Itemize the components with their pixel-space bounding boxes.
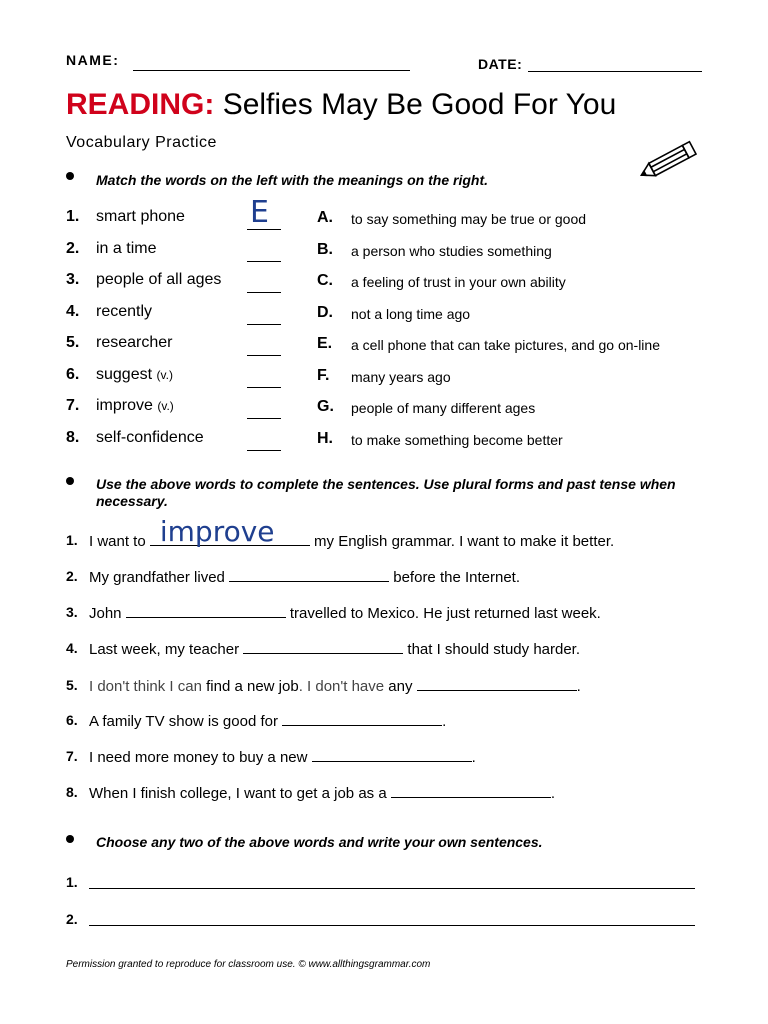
sentence-number: 5. (66, 677, 78, 693)
sentence-number: 8. (66, 784, 78, 800)
bullet (66, 477, 74, 485)
sentence-text: My grandfather lived (89, 569, 230, 586)
title-prefix: READING: (66, 88, 215, 121)
sentence (89, 747, 476, 766)
word-number: 2. (66, 240, 80, 257)
meaning-letter: H. (317, 430, 333, 447)
meaning-text: a person who studies something (351, 243, 552, 259)
sentence (89, 676, 581, 695)
fill-in-blank[interactable] (312, 747, 472, 762)
vocab-word-text: self-confidence (96, 429, 204, 446)
sentence (89, 515, 615, 550)
meaning-letter: E. (317, 335, 333, 352)
bullet (66, 835, 74, 843)
part-of-speech: (v.) (156, 368, 173, 382)
sentence-text: any (388, 678, 417, 695)
sentence-number: 1. (66, 532, 78, 548)
meaning-text: not a long time ago (351, 306, 471, 322)
sentence-text: . (550, 785, 556, 802)
meaning-letter: G. (317, 398, 334, 415)
title-main: Selfies May Be Good For You (222, 88, 617, 121)
vocab-word-text: improve (96, 397, 153, 414)
answer-blank[interactable] (247, 387, 281, 388)
handwritten-answer-1: E (250, 195, 269, 230)
sentence-number: 7. (66, 748, 78, 764)
vocab-word (96, 334, 172, 352)
name-field[interactable] (133, 70, 410, 71)
own-sentence-line[interactable] (89, 925, 695, 926)
sentence-text: before the Internet. (389, 569, 520, 586)
meaning-letter: B. (317, 241, 333, 258)
answer-blank[interactable] (247, 261, 281, 262)
sentence-text: A family TV show is good for (89, 713, 283, 730)
answer-blank[interactable] (247, 355, 281, 356)
section3-instruction: Choose any two of the above words and write your own sentences. (96, 834, 543, 850)
fill-in-blank[interactable] (150, 515, 310, 548)
bullet (66, 172, 74, 180)
vocab-word-text: in a time (96, 240, 157, 257)
section1-instruction: Match the words on the left with the meanings on the right. (96, 172, 489, 188)
sentence-number: 6. (66, 712, 78, 728)
subtitle: Vocabulary Practice (66, 134, 217, 151)
meaning-text: a cell phone that can take pictures, and go on-line (351, 337, 660, 353)
sentence-text: Last week, my teacher (89, 641, 244, 658)
answer-blank[interactable] (247, 418, 281, 419)
word-number: 3. (66, 271, 80, 288)
sentence-text: I need more money to buy a new (89, 749, 312, 766)
sentence-text: . (471, 749, 476, 766)
answer-blank[interactable] (247, 292, 281, 293)
fill-in-blank[interactable] (391, 783, 551, 798)
word-number: 5. (66, 334, 80, 351)
name-label: NAME: (66, 52, 120, 68)
sentence (89, 783, 555, 802)
date-field[interactable] (528, 71, 702, 72)
meaning-text: to make something become better (351, 432, 563, 448)
sentence-text: find a new job (206, 678, 299, 695)
sentence-number: 2. (66, 568, 78, 584)
meaning-letter: A. (317, 209, 333, 226)
fill-in-blank[interactable] (243, 639, 403, 654)
word-number: 7. (66, 397, 80, 414)
vocab-word (96, 208, 185, 226)
word-number: 6. (66, 366, 80, 383)
vocab-word (96, 271, 221, 289)
meaning-text: people of many different ages (351, 400, 536, 416)
meaning-text: to say something may be true or good (351, 211, 587, 227)
vocab-word (96, 429, 204, 447)
meaning-letter: C. (317, 272, 333, 289)
sentence (89, 639, 580, 658)
sentence-text: . (442, 713, 447, 730)
sentence-text: that I should study harder. (403, 641, 581, 658)
page-title (66, 88, 616, 122)
sentence-number: 3. (66, 604, 78, 620)
sentence-text: I want to (89, 533, 150, 550)
sentence-text: When I finish college, I want to get a job as a (89, 785, 391, 802)
answer-blank[interactable] (247, 229, 281, 230)
date-label: DATE: (478, 56, 523, 72)
sentence-text: . (576, 678, 581, 695)
fill-in-blank[interactable] (282, 711, 442, 726)
word-number: 1. (66, 208, 80, 225)
sentence-text: I don't think I can (89, 678, 207, 695)
vocab-word (96, 303, 152, 321)
vocab-word (96, 240, 156, 258)
fill-in-blank[interactable] (229, 567, 389, 582)
meaning-text: many years ago (351, 369, 451, 385)
vocab-word (96, 397, 174, 415)
part-of-speech: (v.) (157, 399, 174, 413)
sentence-text: my English grammar. I want to make it better. (309, 533, 615, 550)
meaning-text: a feeling of trust in your own ability (351, 274, 566, 290)
answer-blank[interactable] (247, 324, 281, 325)
fill-in-blank[interactable] (417, 676, 577, 691)
vocab-word-text: researcher (96, 334, 173, 351)
sentence-text: travelled to Mexico. He just returned last week. (285, 605, 601, 622)
meaning-letter: F. (317, 367, 330, 384)
fill-in-blank[interactable] (126, 603, 286, 618)
answer-blank[interactable] (247, 450, 281, 451)
vocab-word (96, 366, 173, 384)
sentence (89, 711, 446, 730)
own-sentence-number: 1. (66, 874, 78, 890)
section2-instruction: Use the above words to complete the sentences. Use plural forms and past tense when necessary. (96, 476, 676, 509)
sentence-text: . I don't have (298, 678, 389, 695)
sentence-text: John (89, 605, 126, 622)
vocab-word-text: people of all ages (96, 271, 222, 288)
vocab-word-text: suggest (96, 366, 153, 383)
own-sentence-number: 2. (66, 911, 78, 927)
footer: Permission granted to reproduce for classroom use. © www.allthingsgrammar.com (66, 959, 431, 970)
sentence-number: 4. (66, 640, 78, 656)
sentence (89, 567, 520, 586)
vocab-word-text: smart phone (96, 208, 185, 225)
word-number: 4. (66, 303, 80, 320)
sentence (89, 603, 601, 622)
own-sentence-line[interactable] (89, 888, 695, 889)
word-number: 8. (66, 429, 80, 446)
vocab-word-text: recently (96, 303, 153, 320)
handwritten-answer-improve: improve (159, 515, 275, 548)
meaning-letter: D. (317, 304, 333, 321)
pencil-icon (636, 136, 700, 186)
